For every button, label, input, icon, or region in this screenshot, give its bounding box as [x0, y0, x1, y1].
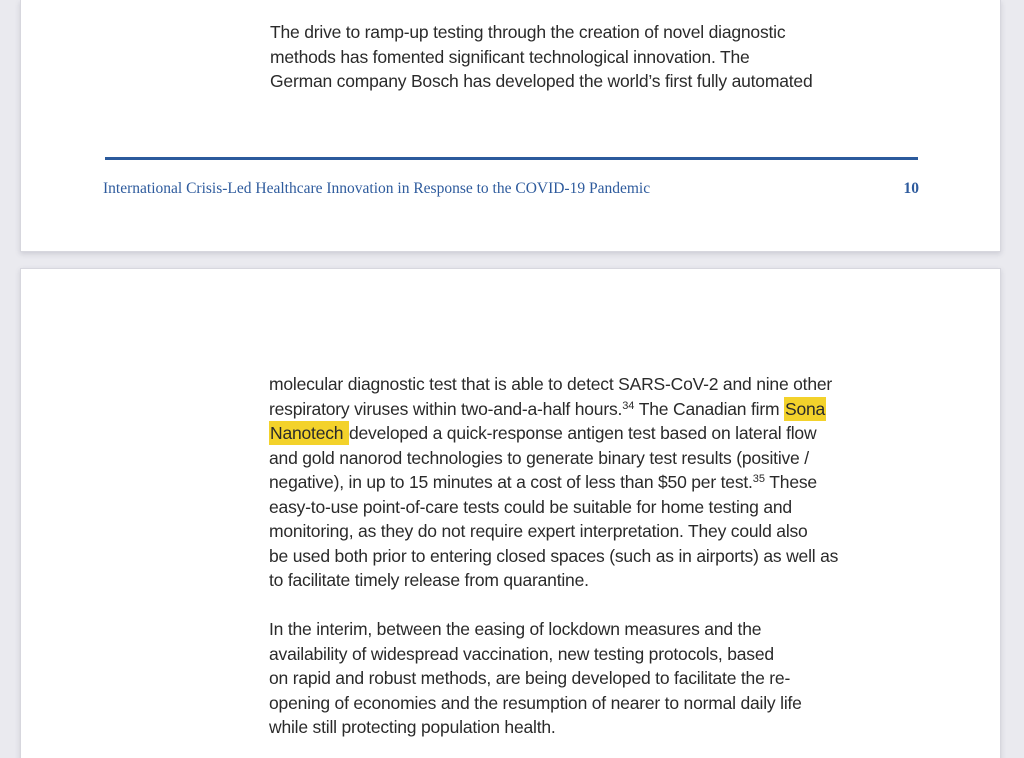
text-segment: and gold nanorod technologies to generate binary test results (positive / [269, 447, 809, 468]
search-highlight: Sona [785, 398, 826, 419]
text-line [270, 20, 812, 45]
text-line [269, 519, 838, 544]
text-segment: developed a quick-response antigen test based on lateral flow [348, 423, 817, 443]
footnote-reference: 34 [622, 399, 635, 412]
text-line [269, 617, 838, 642]
text-line [269, 666, 838, 691]
text-segment: on rapid and robust methods, are being developed to facilitate the re- [269, 668, 791, 688]
page10-paragraph [270, 20, 812, 94]
text-line [269, 691, 838, 716]
footer-title: International Crisis-Led Healthcare Innovation in Response to the COVID-19 Pandemic [103, 180, 651, 197]
text-line [269, 470, 838, 495]
text-line [269, 495, 838, 520]
search-highlight: Nanotech [270, 423, 348, 443]
text-line [269, 397, 838, 422]
text-segment: In the interim, between the easing of lockdown measures and the [269, 619, 762, 639]
text-segment: The drive to ramp-up testing through the creation of novel diagnostic [270, 22, 786, 42]
text-line [269, 568, 838, 593]
footnote-reference: 35 [752, 473, 765, 485]
footer-page-number: 10 [903, 180, 919, 197]
text-segment: molecular diagnostic test that is able to detect SARS-CoV-2 and nine other [269, 374, 833, 394]
text-segment: while still protecting population health. [269, 717, 556, 737]
pdf-page-10 [20, 0, 1001, 252]
text-segment: negative), in up to 15 minutes at a cost of less than $50 per test. [269, 472, 753, 492]
text-line [269, 446, 838, 471]
text-segment: availability of widespread vaccination, new testing protocols, based [269, 643, 774, 664]
text-line [269, 421, 838, 446]
text-segment: German company Bosch has developed the world’s first fully automated [270, 71, 813, 91]
text-segment: to facilitate timely release from quarantine. [269, 570, 589, 590]
text-line [269, 715, 838, 740]
text-segment: respiratory viruses within two-and-a-half hours. [269, 398, 623, 419]
text-segment: easy-to-use point-of-care tests could be suitable for home testing and [269, 496, 792, 517]
text-line [269, 372, 838, 397]
text-segment: These [764, 472, 817, 492]
text-line [270, 69, 812, 94]
text-segment: opening of economies and the resumption of nearer to normal daily life [269, 692, 802, 713]
paragraph-1 [269, 372, 838, 593]
text-segment: monitoring, as they do not require expert interpretation. They could also [269, 521, 808, 541]
text-segment: methods has fomented significant technological innovation. The [270, 46, 750, 67]
paragraph-2 [269, 617, 838, 740]
text-line [269, 642, 838, 667]
text-line [270, 45, 812, 70]
text-segment: The Canadian firm [634, 398, 785, 419]
page11-text-block [269, 372, 838, 740]
text-line [269, 544, 838, 569]
pdf-page-11 [20, 268, 1001, 758]
text-segment: be used both prior to entering closed spaces (such as in airports) as well as [269, 545, 839, 566]
footer-rule [105, 157, 918, 160]
